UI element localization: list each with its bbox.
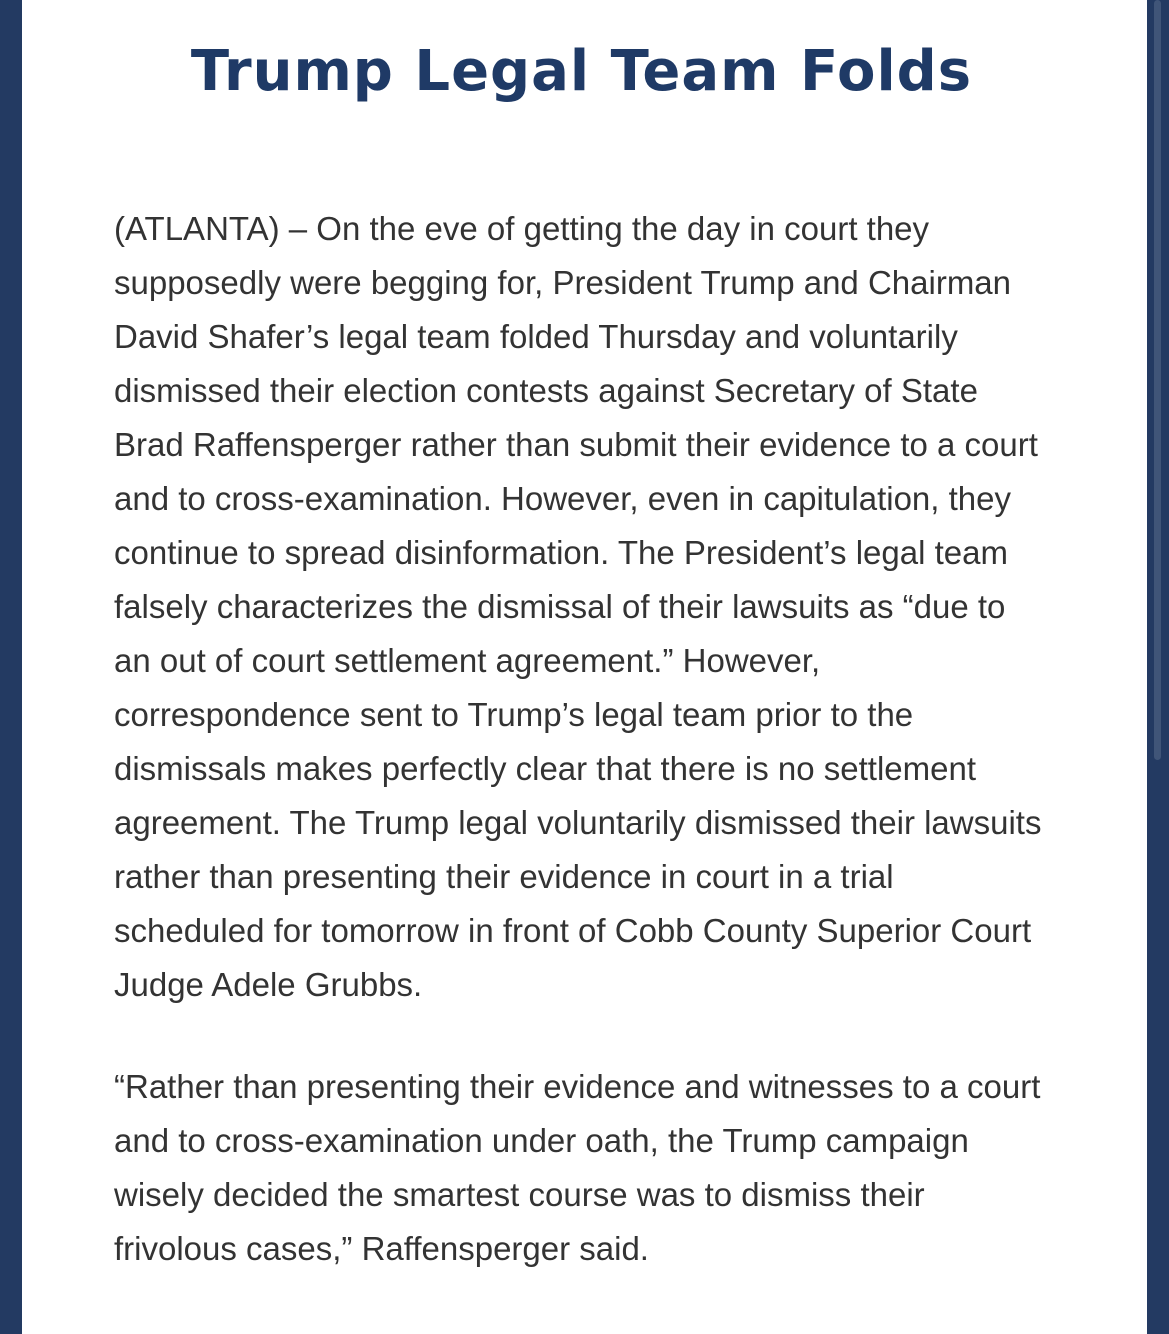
article-paragraph: “Rather than presenting their evidence and witnesses to a court and to cross-examination under oath, the Trump campaign wisely decided the smartest course was to dismiss their frivolous cases,” Raffensperger said. (114, 1068, 1041, 1267)
scrollbar-thumb[interactable] (1154, 0, 1161, 760)
right-border (1147, 0, 1169, 1334)
left-border (0, 0, 22, 1334)
article-title: Trump Legal Team Folds (190, 39, 973, 104)
article-content (22, 0, 1147, 1334)
article-paragraph: (ATLANTA) – On the eve of getting the day in court they supposedly were begging for, President Trump and Chairman David Shafer’s legal team folded Thursday and voluntarily dismissed their election contests against Secretary of State Brad Raffensperger rather than submit their evidence to a court and to cross-examination. However, even in capitulation, they continue to spread disinformation. The President’s legal team falsely characterizes the dismissal of their lawsuits as “due to an out of court settlement agreement.” However, correspondence sent to Trump’s legal team prior to the dismissals makes perfectly clear that there is no settlement agreement. The Trump legal voluntarily dismissed their lawsuits rather than presenting their evidence in court in a trial scheduled for tomorrow in front of Cobb County Superior Court Judge Adele Grubbs. (114, 210, 1042, 1003)
